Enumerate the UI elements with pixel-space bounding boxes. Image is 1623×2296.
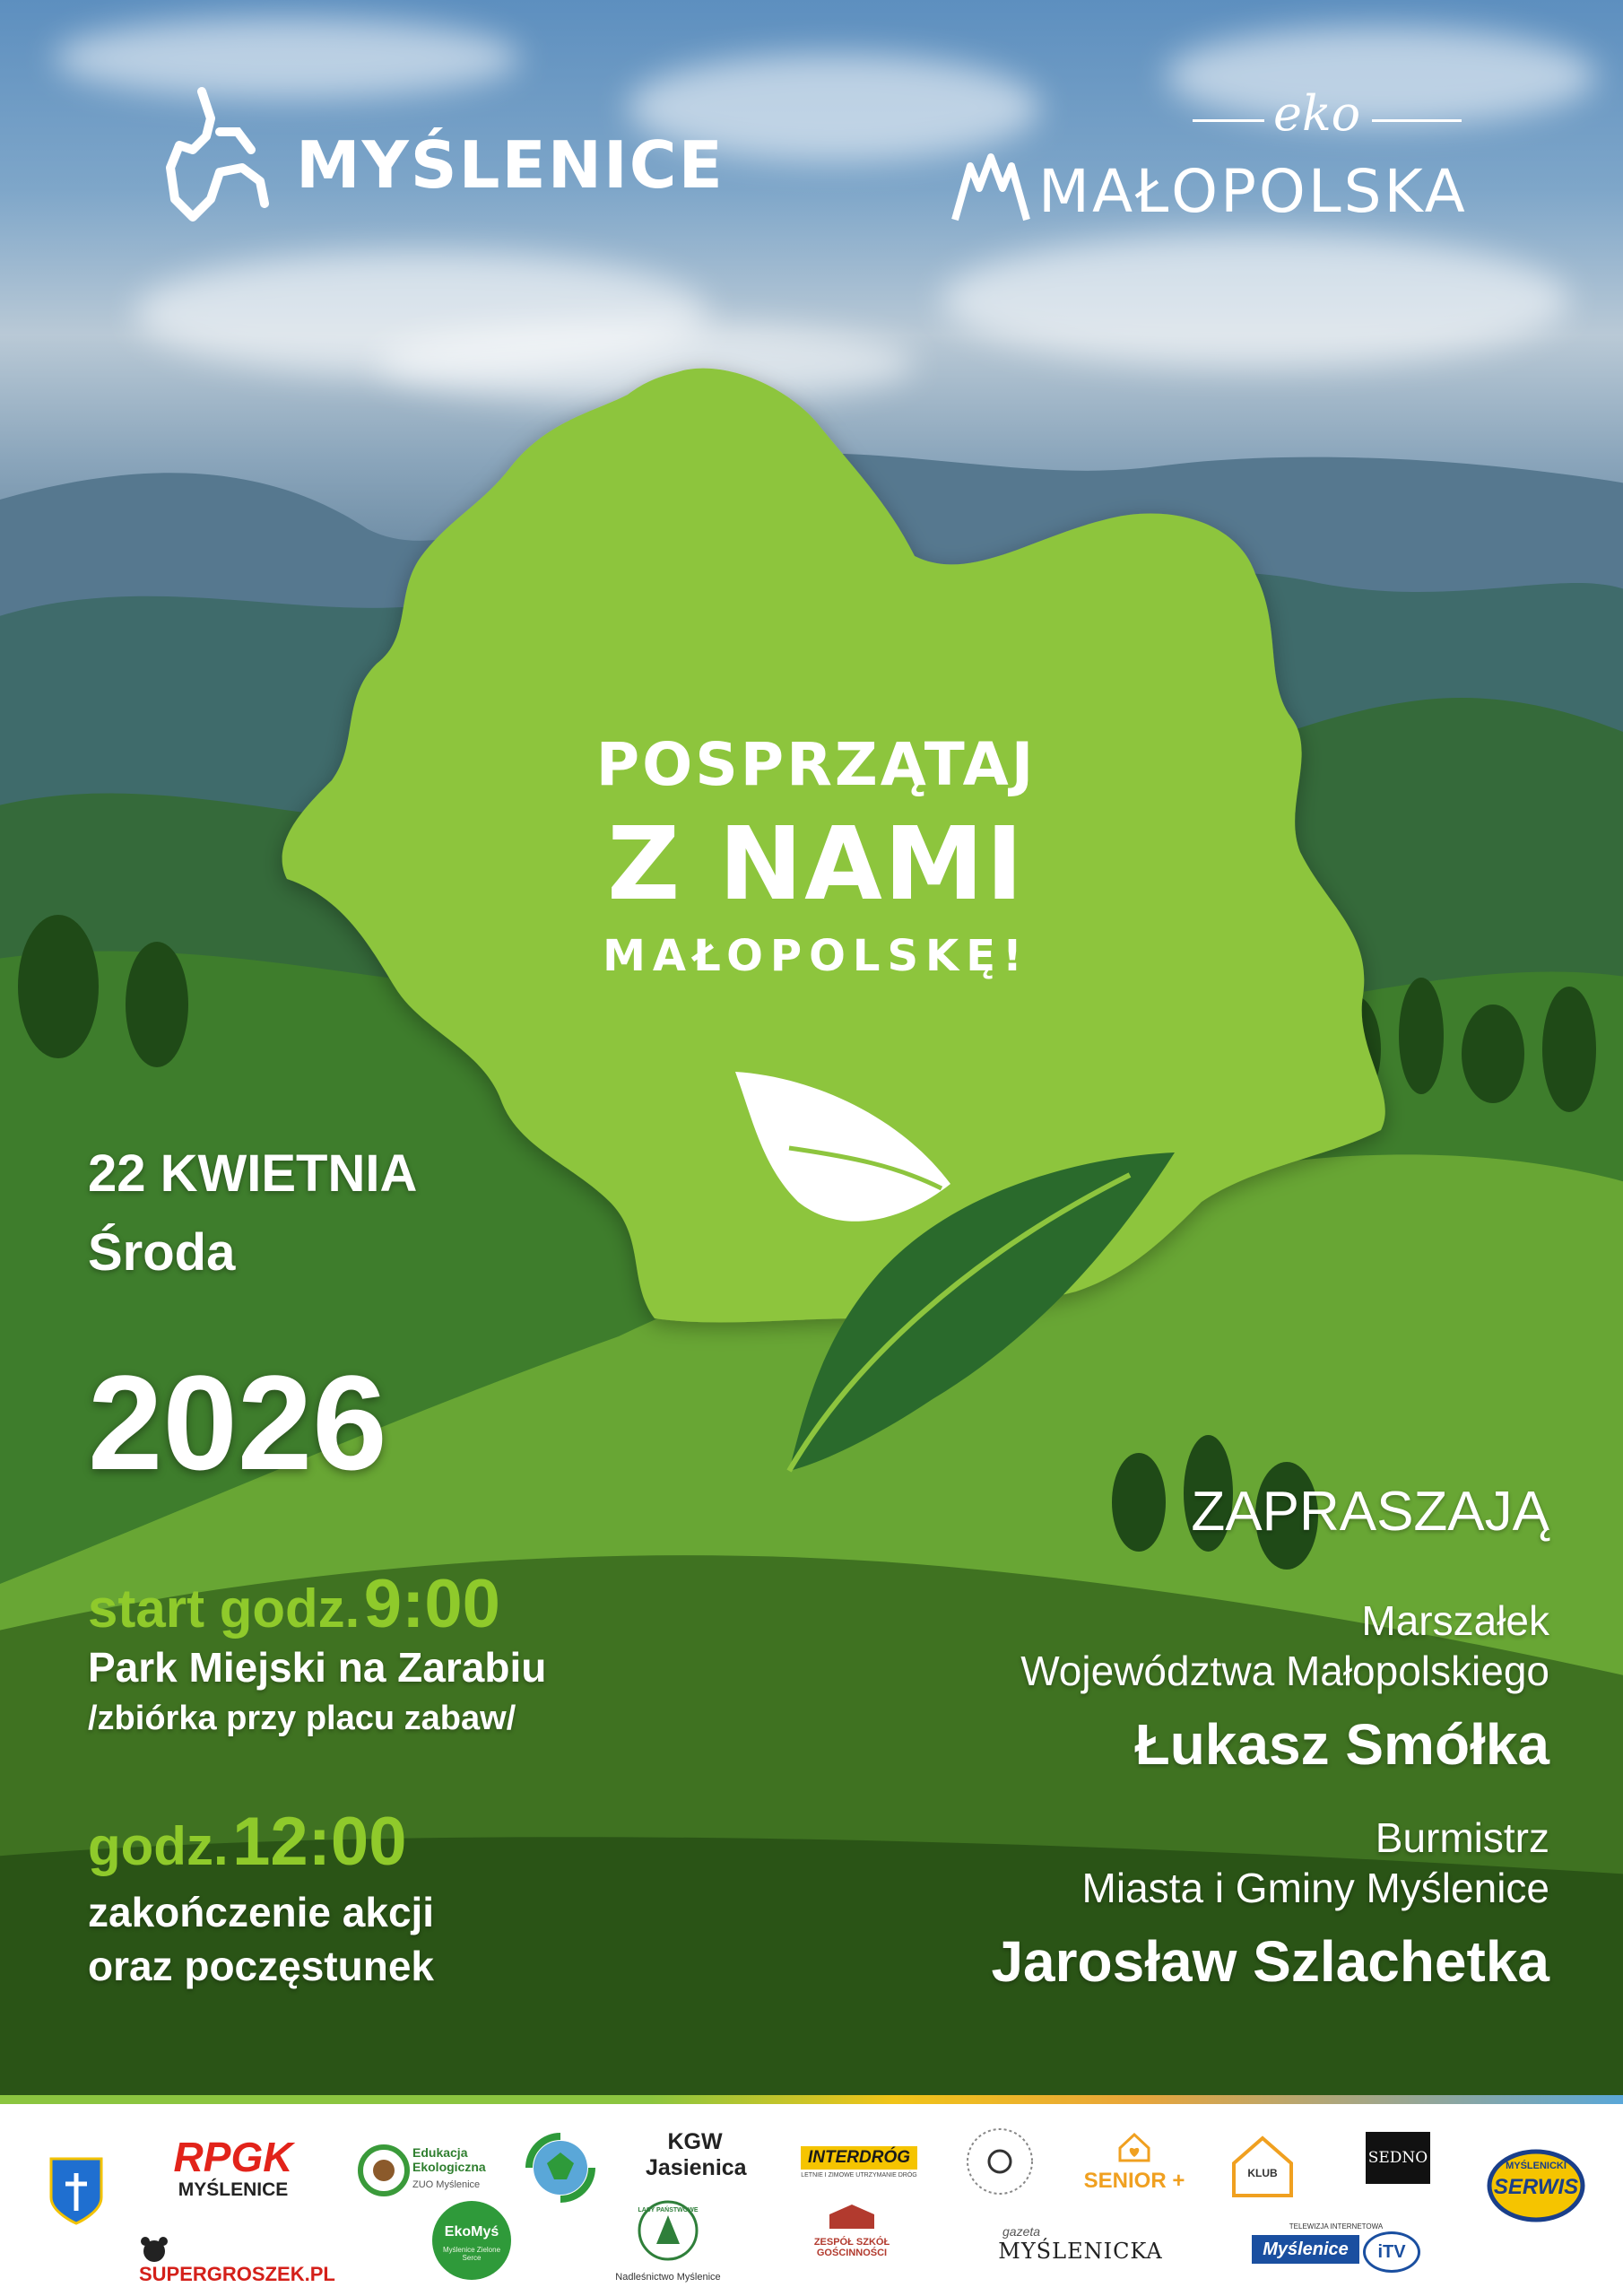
end-description-2: oraz poczęstunek xyxy=(88,1943,434,1989)
end-time: 12:00 xyxy=(232,1804,407,1880)
ekomys-sub: Myślenice Zielone Serce xyxy=(442,2246,501,2262)
start-time-line xyxy=(88,1565,500,1643)
myslenicki-serwis-logo[interactable] xyxy=(1487,2148,1585,2223)
footer-color-bar xyxy=(0,2095,1623,2104)
gazeta-myslenicka-logo[interactable] xyxy=(995,2224,1166,2264)
title-line-3: MAŁOPOLSKĘ! xyxy=(603,931,1029,981)
edukacja-sub: ZUO Myślenice xyxy=(412,2179,481,2190)
nadlesnictwo-text: Nadleśnictwo Myślenice xyxy=(615,2272,721,2283)
rpgk-sub: MYŚLENICE xyxy=(178,2179,289,2200)
zespol-sub: GOŚCINNOŚCI xyxy=(816,2248,888,2258)
jasienica-text: Jasienica xyxy=(646,2155,747,2180)
gazeta-text: MYŚLENICKA xyxy=(998,2239,1163,2264)
end-description-1: zakończenie akcji xyxy=(88,1889,435,1935)
title-line-1: POSPRZĄTAJ xyxy=(595,730,1037,799)
interdrog-text: INTERDRÓG xyxy=(801,2146,917,2170)
itv-badge: iTV xyxy=(1363,2231,1420,2273)
klub-text: KLUB xyxy=(1247,2167,1278,2179)
ekomys-logo[interactable] xyxy=(430,2199,513,2282)
zespol-text: ZESPÓŁ SZKÓŁ xyxy=(813,2237,890,2248)
role-1-line-1: Marszałek xyxy=(1361,1597,1549,1644)
bear-icon xyxy=(139,2236,169,2263)
malopolska-logo-text: MAŁOPOLSKA xyxy=(1038,157,1468,226)
meeting-point: /zbiórka przy placu zabaw/ xyxy=(88,1700,516,1737)
house-heart-icon xyxy=(1116,2130,1152,2164)
itv-name: Myślenice xyxy=(1252,2235,1359,2264)
eko-script-text: eko xyxy=(1273,85,1361,142)
end-time-line xyxy=(88,1803,406,1881)
ekomys-text: EkoMyś xyxy=(444,2224,499,2239)
interdrog-logo[interactable] xyxy=(801,2146,917,2179)
kgw-jasienica-logo[interactable] xyxy=(646,2129,747,2181)
ekomys-circle-icon xyxy=(430,2199,513,2282)
event-date: 22 KWIETNIA xyxy=(88,1144,418,1203)
event-year: 2026 xyxy=(88,1347,387,1498)
serwis-text: SERWIS xyxy=(1493,2175,1579,2199)
senior-plus-logo[interactable] xyxy=(1081,2130,1188,2194)
sedno-text: SEDNO xyxy=(1367,2149,1428,2167)
name-1: Łukasz Smółka xyxy=(1134,1712,1549,1777)
edukacja-ekologiczna-logo[interactable] xyxy=(357,2133,500,2205)
rpgk-text: RPGK xyxy=(173,2134,293,2180)
school-seal-icon[interactable] xyxy=(964,2126,1036,2197)
title-line-2: Z NAMI xyxy=(607,806,1025,923)
itv-top: TELEWIZJA INTERNETOWA xyxy=(1289,2222,1384,2231)
gazeta-small: gazeta xyxy=(1002,2224,1041,2239)
kgw-text: KGW xyxy=(667,2129,723,2154)
sedno-logo[interactable] xyxy=(1366,2132,1430,2184)
role-2-line-1: Burmistrz xyxy=(1375,1814,1549,1861)
myslenice-coat-of-arms-icon[interactable] xyxy=(49,2157,103,2225)
serwis-top: MYŚLENICKI xyxy=(1506,2161,1567,2171)
end-prefix: godz. xyxy=(88,1816,229,1876)
role-2-line-2: Miasta i Gminy Myślenice xyxy=(1081,1865,1549,1911)
event-place: Park Miejski na Zarabiu xyxy=(88,1644,547,1691)
event-weekday: Środa xyxy=(88,1223,236,1282)
start-time: 9:00 xyxy=(363,1566,500,1642)
invite-heading: ZAPRASZAJĄ xyxy=(1191,1481,1549,1543)
building-icon xyxy=(825,2202,879,2232)
senior-text: SENIOR + xyxy=(1083,2169,1185,2193)
supergroszek-text: SUPERGROSZEK.PL xyxy=(139,2263,335,2285)
globe-recycle-icon[interactable] xyxy=(520,2127,601,2208)
interdrog-sub: LETNIE I ZIMOWE UTRZYMANIE DRÓG xyxy=(801,2172,917,2179)
zespol-szkol-logo[interactable] xyxy=(798,2202,906,2258)
start-prefix: start godz. xyxy=(88,1578,360,1639)
nadlesnictwo-logo[interactable] xyxy=(610,2199,726,2283)
myslenice-itv-logo[interactable] xyxy=(1246,2222,1426,2276)
klub-senior-logo[interactable] xyxy=(1228,2133,1297,2201)
edukacja-text: Edukacja Ekologiczna xyxy=(412,2145,486,2174)
role-1-line-2: Województwa Małopolskiego xyxy=(1020,1648,1549,1694)
supergroszek-logo[interactable] xyxy=(139,2236,354,2286)
rpgk-logo[interactable] xyxy=(161,2136,305,2201)
name-2: Jarosław Szlachetka xyxy=(991,1929,1549,1994)
myslenice-logo-text: MYŚLENICE xyxy=(296,127,725,203)
recycle-icon xyxy=(357,2144,411,2197)
lasy-text: LASY PAŃSTWOWE xyxy=(638,2207,699,2213)
